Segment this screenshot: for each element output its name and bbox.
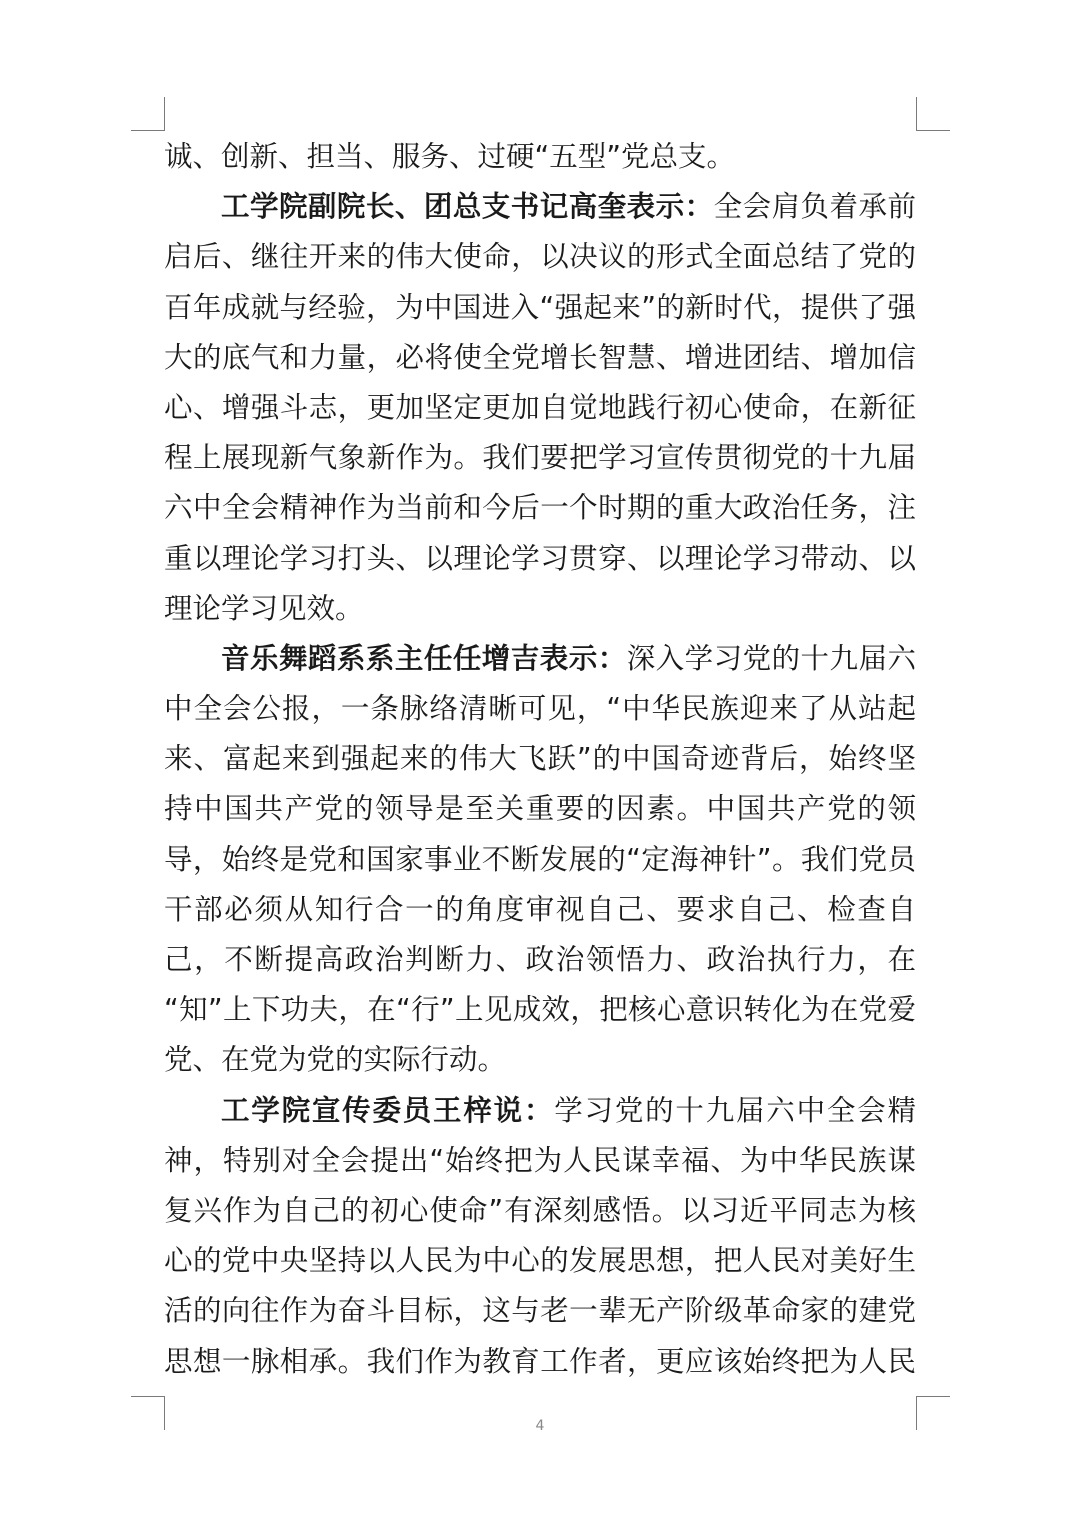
speaker-name: 工学院宣传委员王梓说： <box>221 1093 555 1127</box>
line-text: 启后、继往开来的伟大使命，以决议的形式全面总结了党的 <box>164 240 916 274</box>
line-text: 学习党的十九届六中全会精 <box>554 1093 916 1127</box>
line-text: 心的党中央坚持以人民为中心的发展思想，把人民对美好生 <box>164 1244 916 1278</box>
text-line <box>164 885 916 935</box>
line-text: 思想一脉相承。我们作为教育工作者，更应该始终把为人民 <box>164 1344 916 1378</box>
text-line <box>164 684 916 734</box>
line-text: 持中国共产党的领导是至关重要的因素。中国共产党的领 <box>164 792 916 826</box>
crop-mark-top-right <box>916 97 950 131</box>
text-line <box>164 483 916 533</box>
line-text: 己，不断提高政治判断力、政治领悟力、政治执行力，在 <box>164 943 916 976</box>
text-line <box>164 433 916 483</box>
text-line <box>164 835 916 885</box>
text-line <box>164 132 916 182</box>
line-text: 全会肩负着承前 <box>713 190 916 224</box>
text-line <box>164 1337 916 1387</box>
text-line <box>164 534 916 584</box>
text-line <box>164 1236 916 1286</box>
text-line <box>164 634 916 684</box>
text-line <box>164 232 916 282</box>
line-text: 六中全会精神作为当前和今后一个时期的重大政治任务，注 <box>164 491 916 525</box>
line-text: 深入学习党的十九届六 <box>626 641 916 675</box>
line-text: 重以理论学习打头、以理论学习贯穿、以理论学习带动、以 <box>164 541 916 575</box>
line-text: 大的底气和力量，必将使全党增长智慧、增进团结、增加信 <box>164 340 916 374</box>
text-line <box>164 784 916 834</box>
text-line <box>164 584 916 634</box>
speaker-name: 音乐舞蹈系系主任任增吉表示： <box>221 641 627 675</box>
text-line <box>164 383 916 433</box>
line-text: 理论学习见效。 <box>164 591 364 625</box>
crop-mark-top-left <box>131 97 165 131</box>
text-line <box>164 935 916 985</box>
line-text: “知”上下功夫，在“行”上见成效，把核心意识转化为在党爱 <box>164 993 916 1027</box>
line-text: 百年成就与经验，为中国进入“强起来”的新时代，提供了强 <box>164 290 916 324</box>
line-text: 导，始终是党和国家事业不断发展的“定海神针”。我们党员 <box>164 842 916 876</box>
text-line <box>164 734 916 784</box>
speaker-name: 工学院副院长、团总支书记高奎表示： <box>221 190 714 224</box>
text-line <box>164 333 916 383</box>
line-text: 党、在党为党的实际行动。 <box>164 1043 507 1077</box>
text-line <box>164 1035 916 1085</box>
line-text: 诚、创新、担当、服务、过硬“五型”党总支。 <box>164 140 736 173</box>
text-line <box>164 283 916 333</box>
body-text <box>164 132 916 1387</box>
line-text: 中全会公报，一条脉络清晰可见，“中华民族迎来了从站起 <box>164 692 916 726</box>
line-text: 神，特别对全会提出“始终把为人民谋幸福、为中华民族谋 <box>164 1143 916 1177</box>
line-text: 复兴作为自己的初心使命”有深刻感悟。以习近平同志为核 <box>164 1193 916 1227</box>
text-line <box>164 1086 916 1136</box>
text-line <box>164 1286 916 1336</box>
text-line <box>164 1186 916 1236</box>
text-line <box>164 985 916 1035</box>
line-text: 来、富起来到强起来的伟大飞跃”的中国奇迹背后，始终坚 <box>164 742 916 776</box>
page-number: 4 <box>535 1418 545 1434</box>
text-line <box>164 1136 916 1186</box>
line-text: 程上展现新气象新作为。我们要把学习宣传贯彻党的十九届 <box>164 441 916 475</box>
text-line <box>164 182 916 232</box>
line-text: 干部必须从知行合一的角度审视自己、要求自己、检查自 <box>164 892 916 926</box>
line-text: 心、增强斗志，更加坚定更加自觉地践行初心使命，在新征 <box>164 390 916 424</box>
line-text: 活的向往作为奋斗目标，这与老一辈无产阶级革命家的建党 <box>164 1294 916 1328</box>
